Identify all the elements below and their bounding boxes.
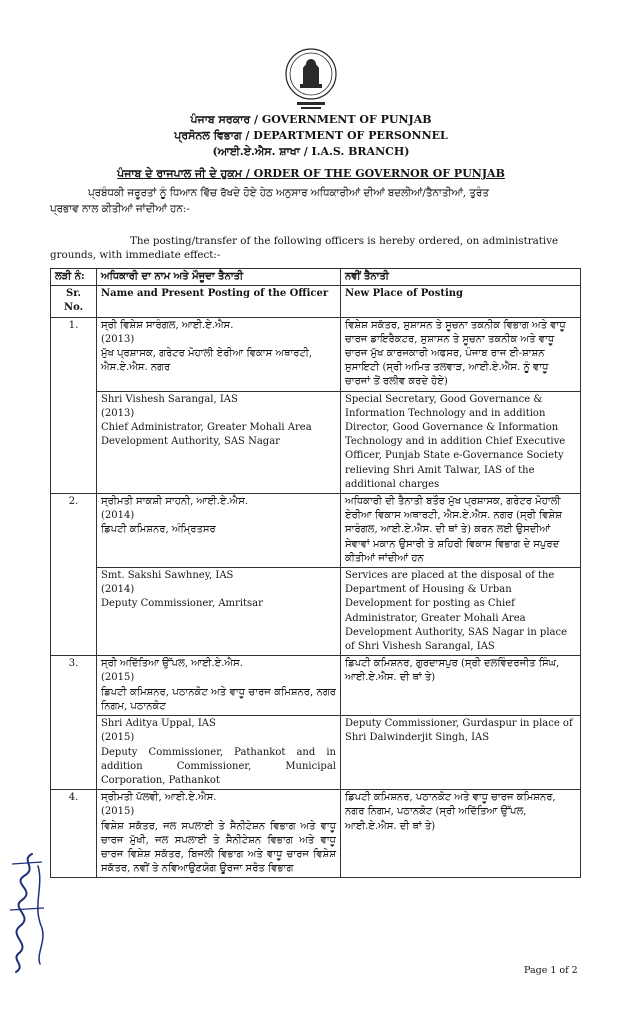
table-header-row-punjabi bbox=[51, 269, 581, 286]
handwritten-signature-icon bbox=[2, 846, 52, 976]
present-posting-pa: ਡਿਪਟੀ ਕਮਿਸ਼ਨਰ, ਪਠਾਨਕੋਟ ਅਤੇ ਵਾਧੂ ਚਾਰਜ ਕਮਿਸ਼ਨਰ, ਨਗਰ ਨਿਗਮ, ਪਠਾਨਕੋਟ bbox=[101, 686, 336, 712]
intro-english-line1: The posting/transfer of the following officers is hereby ordered, on administrative bbox=[130, 235, 559, 247]
table-row bbox=[51, 391, 581, 493]
header-line-branch: (ਆਈ.ਏ.ਐਸ. ਸ਼ਾਖਾ / I.A.S. BRANCH) bbox=[212, 145, 410, 158]
serial-number: 1. bbox=[51, 317, 97, 493]
present-posting-pa: ਮੁੱਖ ਪ੍ਰਸ਼ਾਸਕ, ਗਰੇਟਰ ਮੋਹਾਲੀ ਏਰੀਆ ਵਿਕਾਸ ਅਥਾਰਟੀ, bbox=[101, 348, 313, 360]
officer-batch: (2015) bbox=[101, 806, 135, 818]
table-row bbox=[51, 656, 581, 716]
officer-batch: (2014) bbox=[101, 510, 135, 522]
table-row bbox=[51, 494, 581, 568]
header-new-posting-pa: ਨਵੀਂ ਤੈਨਾਤੀ bbox=[341, 269, 581, 286]
present-posting-pa: ਵਿਸ਼ੇਸ਼ ਸਕੱਤਰ, ਜਲ ਸਪਲਾਈ ਤੇ ਸੈਨੀਟੇਸ਼ਨ ਵਿਭਾਗ ਅਤੇ ਵਾਧੂ ਚਾਰਜ ਮੁੱਖੀ, ਜਲ ਸਪਲਾਈ ਤੇ ਸੈਨੀਟੇਸ਼ਨ ਵਿਭਾਗ ਅਤੇ ਵਾਧੂ ਚਾਰਜ ਵਿਸ਼ੇਸ਼ ਸਕੱਤਰ, ਬਿਜਲੀ ਵਿਭਾਗ ਅਤੇ ਵਾਧੂ ਚਾਰਜ ਵਿਸ਼ੇਸ਼ ਸਕੱਤਰ, ਨਵੀਂ ਤੇ ਨਵਿਆਉਣਯੋਗ ਊਰਜਾ ਸਰੋਤ ਵਿਭਾਗ bbox=[101, 820, 336, 875]
officer-name-pa: ਸ੍ਰੀਮਤੀ ਪੱਲਵੀ, ਆਈ.ਏ.ਐਸ. bbox=[101, 792, 217, 804]
header-sr-no: Sr. No. bbox=[51, 286, 97, 317]
officer-batch: (2014) bbox=[101, 584, 135, 596]
officer-cell-pa bbox=[97, 790, 341, 878]
serial-number: 2. bbox=[51, 494, 97, 656]
officer-name-pa: ਸ੍ਰੀ ਵਿਸ਼ੇਸ਼ ਸਾਰੰਗਲ, ਆਈ.ਏ.ਐਸ. bbox=[101, 319, 234, 331]
present-posting: Deputy Commissioner, Pathankot and in addition Commissioner, Municipal Corporation, Pathankot bbox=[101, 746, 336, 786]
officer-batch: (2013) bbox=[101, 333, 135, 345]
header-sr-no-pa: ਲੜੀ ਨੰ: bbox=[51, 269, 97, 286]
officer-name: Shri Vishesh Sarangal, IAS bbox=[101, 393, 238, 405]
serial-number: 4. bbox=[51, 790, 97, 878]
officer-batch: (2013) bbox=[101, 407, 135, 419]
present-posting: Deputy Commissioner, Amritsar bbox=[101, 598, 263, 610]
intro-punjabi-line1: ਪ੍ਰਬੰਧਕੀ ਜਰੂਰਤਾਂ ਨੂੰ ਧਿਆਨ ਵਿੱਚ ਰੱਖਦੇ ਹੋਏ ਹੇਠ ਅਨੁਸਾਰ ਅਧਿਕਾਰੀਆਂ ਦੀਆਂ ਬਦਲੀਆਂ/ਤੈਨਾਤੀਆਂ, ਤੁਰੰਤ bbox=[88, 187, 489, 199]
intro-punjabi-line2: ਪ੍ਰਭਾਵ ਨਾਲ ਕੀਤੀਆਂ ਜਾਂਦੀਆਂ ਹਨ:- bbox=[50, 203, 190, 215]
page-number: Page 1 of 2 bbox=[524, 965, 578, 976]
posting-table bbox=[50, 268, 581, 878]
new-posting: Services are placed at the disposal of the Department of Housing & Urban Development for posting as Chief Administrator, Greater Mohali Area Development Authority, SAS Nagar in place of Shri Vishesh Sarangal, IAS bbox=[341, 568, 581, 656]
officer-cell-pa bbox=[97, 317, 341, 391]
new-posting-pa: ਵਿਸ਼ੇਸ਼ ਸਕੱਤਰ, ਸੁਸ਼ਾਸਨ ਤੇ ਸੂਚਨਾ ਤਕਨੀਕ ਵਿਭਾਗ ਅਤੇ ਵਾਧੂ ਚਾਰਜ ਡਾਇਰੈਕਟਰ, ਸੁਸ਼ਾਸਨ ਤੇ ਸੂਚਨਾ ਤਕਨੀਕ ਅਤੇ ਵਾਧੂ ਚਾਰਜ ਮੁੱਖ ਕਾਰਜਕਾਰੀ ਅਫਸਰ, ਪੰਜਾਬ ਰਾਜ ਈ-ਸ਼ਾਸ਼ਨ ਸੁਸਾਇਟੀ (ਸ੍ਰੀ ਅਮਿਤ ਤਲਵਾੜ, ਆਈ.ਏ.ਐਸ. ਨੂੰ ਵਾਧੂ ਚਾਰਜਾਂ ਤੋਂ ਰਲੀਵ ਕਰਦੇ ਹੋਏ) bbox=[341, 317, 581, 391]
new-posting: Deputy Commissioner, Gurdaspur in place of Shri Dalwinderjit Singh, IAS bbox=[341, 716, 581, 790]
officer-cell-pa bbox=[97, 494, 341, 568]
present-posting-pa-cont: ਐਸ.ਏ.ਐਸ. ਨਗਰ bbox=[101, 362, 171, 374]
table-header-row-english bbox=[51, 286, 581, 317]
table-row bbox=[51, 716, 581, 790]
officer-cell-pa bbox=[97, 656, 341, 716]
new-posting-pa: ਡਿਪਟੀ ਕਮਿਸ਼ਨਰ, ਗੁਰਦਾਸਪੁਰ (ਸ੍ਰੀ ਦਲਵਿੰਦਰਜੀਤ ਸਿੰਘ, ਆਈ.ਏ.ਐਸ. ਦੀ ਥਾਂ ਤੇ) bbox=[341, 656, 581, 716]
table-row bbox=[51, 568, 581, 656]
table-row bbox=[51, 790, 581, 878]
officer-cell-en bbox=[97, 716, 341, 790]
officer-name: Smt. Sakshi Sawhney, IAS bbox=[101, 570, 234, 582]
new-posting: Special Secretary, Good Governance & Information Technology and in addition Director, Good Governance & Information Technology and in addition Chief Executive Officer, Punjab State e-Governance Society relieving Shri Amit Talwar, IAS of the additional charges bbox=[341, 391, 581, 493]
officer-name-pa: ਸ੍ਰੀਮਤੀ ਸਾਕਸ਼ੀ ਸਾਹਨੀ, ਆਈ.ਏ.ਐਸ. bbox=[101, 496, 249, 508]
officer-cell-en bbox=[97, 391, 341, 493]
officer-batch: (2015) bbox=[101, 672, 135, 684]
new-posting-pa: ਅਧਿਕਾਰੀ ਦੀ ਤੈਨਾਤੀ ਬਤੌਰ ਮੁੱਖ ਪ੍ਰਸ਼ਾਸਕ, ਗਰੇਟਰ ਮੋਹਾਲੀ ਏਰੀਆ ਵਿਕਾਸ ਅਥਾਰਟੀ, ਐਸ.ਏ.ਐਸ. ਨਗਰ (ਸ੍ਰੀ ਵਿਸ਼ੇਸ਼ ਸਾਰੰਗਲ, ਆਈ.ਏ.ਐਸ. ਦੀ ਥਾਂ ਤੇ) ਕਰਨ ਲਈ ਉਸਦੀਆਂ ਸੇਵਾਵਾਂ ਮਕਾਨ ਉਸਾਰੀ ਤੇ ਸ਼ਹਿਰੀ ਵਿਕਾਸ ਵਿਭਾਗ ਦੇ ਸਪੁਰਦ ਕੀਤੀਆਂ ਜਾਂਦੀਆਂ ਹਨ bbox=[341, 494, 581, 568]
officer-batch: (2015) bbox=[101, 732, 135, 744]
header-officer-pa: ਅਧਿਕਾਰੀ ਦਾ ਨਾਮ ਅਤੇ ਮੌਜੂਦਾ ਤੈਨਾਤੀ bbox=[97, 269, 341, 286]
officer-name-pa: ਸ੍ਰੀ ਅਦਿੱਤਿਆ ਉੱਪਲ, ਆਈ.ਏ.ਐਸ. bbox=[101, 658, 243, 670]
present-posting: Chief Administrator, Greater Mohali Area Development Authority, SAS Nagar bbox=[101, 422, 312, 448]
present-posting-pa: ਡਿਪਟੀ ਕਮਿਸ਼ਨਰ, ਅੰਮ੍ਰਿਤਸਰ bbox=[101, 524, 216, 536]
new-posting-pa: ਡਿਪਟੀ ਕਮਿਸ਼ਨਰ, ਪਠਾਨਕੋਟ ਅਤੇ ਵਾਧੂ ਚਾਰਜ ਕਮਿਸ਼ਨਰ, ਨਗਰ ਨਿਗਮ, ਪਠਾਨਕੋਟ (ਸ੍ਰੀ ਅਦਿੱਤਿਆ ਉੱਪਲ, ਆਈ.ਏ.ਐਸ. ਦੀ ਥਾਂ ਤੇ) bbox=[341, 790, 581, 878]
header-officer: Name and Present Posting of the Officer bbox=[97, 286, 341, 317]
table-row bbox=[51, 317, 581, 391]
officer-name: Shri Aditya Uppal, IAS bbox=[101, 718, 216, 730]
header-line-government: ਪੰਜਾਬ ਸਰਕਾਰ / GOVERNMENT OF PUNJAB bbox=[190, 113, 432, 126]
serial-number: 3. bbox=[51, 656, 97, 790]
order-title: ਪੰਜਾਬ ਦੇ ਰਾਜਪਾਲ ਜੀ ਦੇ ਹੁਕਮ / ORDER OF THE GOVERNOR OF PUNJAB bbox=[117, 167, 505, 180]
header-new-posting: New Place of Posting bbox=[341, 286, 581, 317]
officer-cell-en bbox=[97, 568, 341, 656]
header-line-department: ਪ੍ਰਸੋਨਲ ਵਿਭਾਗ / DEPARTMENT OF PERSONNEL bbox=[174, 129, 448, 142]
ashoka-emblem-icon bbox=[283, 44, 339, 112]
intro-english-line2: grounds, with immediate effect:- bbox=[50, 249, 221, 261]
